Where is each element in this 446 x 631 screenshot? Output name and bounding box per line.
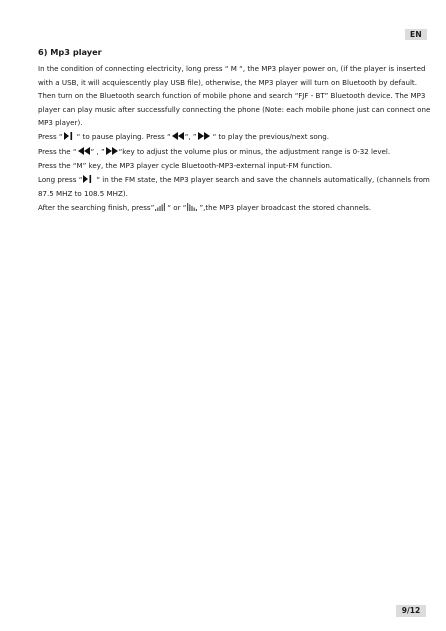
language-badge: EN — [405, 29, 427, 40]
manual-content — [38, 46, 433, 216]
next-icon — [198, 131, 210, 145]
fm-instruction — [38, 173, 433, 201]
pause-text-4: “ to play the previous/next song. — [212, 131, 330, 141]
pause-text-3: “, ” — [184, 131, 197, 141]
play-pause-icon — [64, 131, 74, 145]
after-text-3: ”,the MP3 player broadcast the stored channels. — [199, 202, 372, 212]
previous-icon — [172, 131, 184, 145]
intro-paragraph: In the condition of connecting electricity, long press “ M “, the MP3 player power on, (if the player is inserted with a USB, it will acquiescently play USB file), otherwise, the MP3 player will turn on Bluetooth by default. Then turn on the Bluetooth search function of mobile phone and search “FJF - BT” Bluetooth device. The MP3 player can play music after successfully connecting the phone (Note: each mobile phone just can connect one MP3 player). — [38, 64, 431, 128]
signal-up-icon — [155, 202, 166, 216]
pause-text-1: Press “ — [38, 131, 63, 141]
signal-down-icon — [187, 202, 198, 216]
section-title: 6) Mp3 player — [38, 47, 102, 57]
previous-icon — [78, 146, 90, 160]
pause-instruction — [38, 130, 433, 145]
page-number: 9/12 — [396, 605, 426, 617]
play-pause-icon — [83, 174, 93, 188]
fm-text-2: “ in the FM state, the MP3 player search and save the channels automatically, (channels from 87.5 MHZ to 108.5 MHZ). — [38, 174, 430, 199]
volume-text-3: “key to adjust the volume plus or minus, the adjustment range is 0-32 level. — [118, 146, 391, 156]
after-search-instruction — [38, 201, 433, 216]
mode-instruction: Press the “M” key, the MP3 player cycle Bluetooth-MP3-external input-FM function. — [38, 161, 333, 171]
volume-instruction — [38, 145, 433, 160]
volume-text-2: “ , ” — [90, 146, 105, 156]
volume-text-1: Press the “ — [38, 146, 77, 156]
next-icon — [106, 146, 118, 160]
after-text-2: “ or “ — [167, 202, 187, 212]
pause-text-2: “ to pause playing. Press “ — [76, 131, 171, 141]
fm-text-1: Long press “ — [38, 174, 83, 184]
after-text-1: After the searching finish, press” — [38, 202, 155, 212]
